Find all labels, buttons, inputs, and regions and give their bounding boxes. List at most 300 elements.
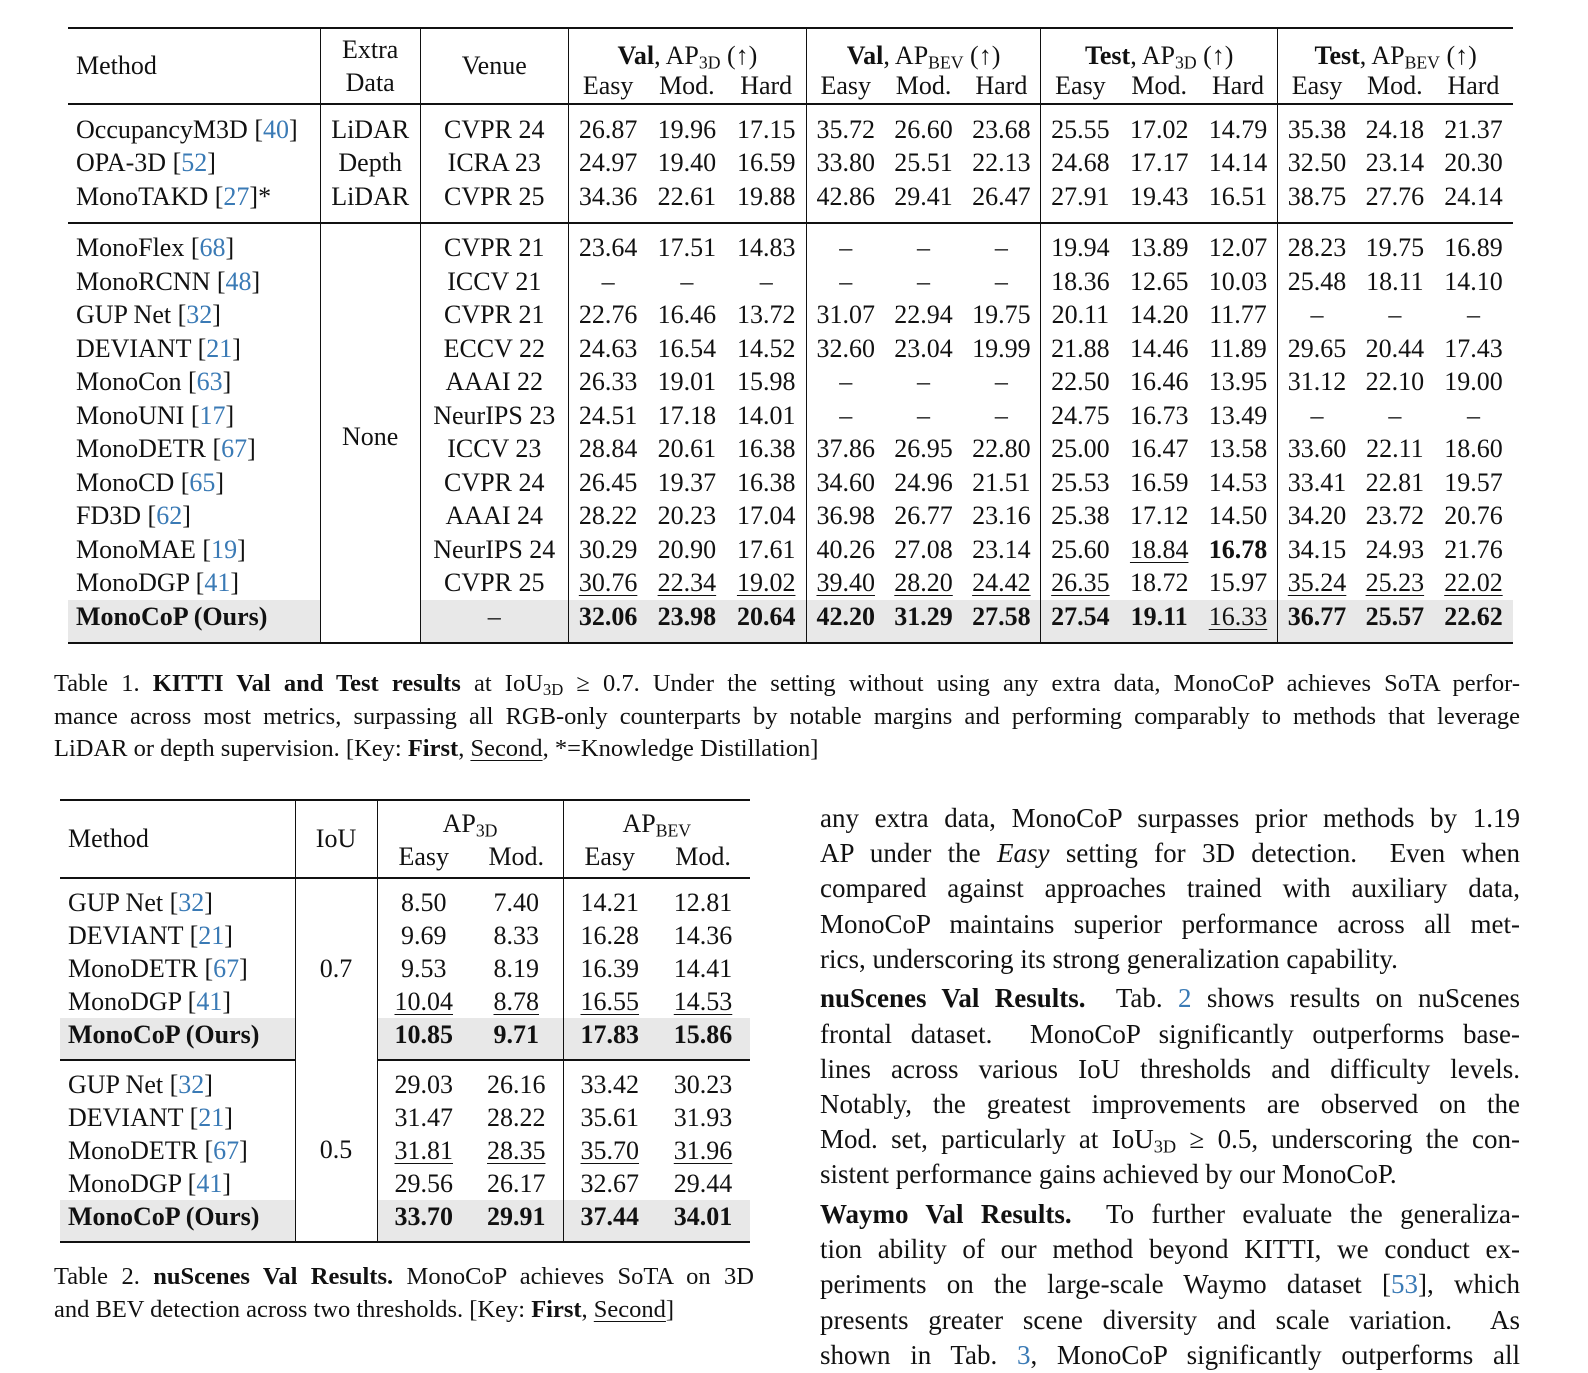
method-name: MonoCon (76, 367, 188, 397)
value-cell (377, 920, 470, 953)
method-name: MonoCoP (Ours) (68, 1201, 260, 1231)
citation-link[interactable]: 41 (204, 568, 231, 598)
value-cell (1041, 399, 1120, 433)
value-cell (726, 433, 806, 467)
text-line (820, 1303, 1520, 1338)
text-span: rics, underscoring its strong generalization capability. (820, 943, 1398, 974)
citation-link[interactable]: 19 (211, 534, 238, 564)
metric-value: 28.20 (894, 568, 953, 598)
text-span: ≥ 0.5, underscoring the con- (1176, 1124, 1520, 1155)
value-cell (1278, 399, 1356, 433)
value-cell (1278, 147, 1356, 181)
text-span: presents greater scene diversity and scale variation. As (820, 1304, 1520, 1335)
metric-value: 30.76 (578, 568, 638, 598)
value-cell (563, 920, 656, 953)
bracket: ] (222, 986, 232, 1016)
table-row (68, 600, 1513, 643)
value-cell (1041, 299, 1120, 333)
citation-link[interactable]: 32 (178, 1070, 205, 1100)
text-span: tion ability of our method beyond KITTI, we conduct ex- (820, 1234, 1520, 1265)
table-row (68, 533, 1513, 567)
bracket: [ (169, 1070, 179, 1100)
value-cell (656, 985, 750, 1018)
bracket: ] (239, 1135, 248, 1165)
value-cell (885, 500, 963, 534)
value-cell (568, 433, 647, 467)
value-cell (806, 500, 884, 534)
body-text-column (820, 801, 1520, 1373)
bracket: ] (225, 400, 235, 430)
method-name: MonoCoP (Ours) (76, 601, 268, 631)
metric-value: 16.46 (1129, 367, 1189, 397)
value-cell (1434, 223, 1513, 266)
method-cell (60, 1018, 295, 1060)
value-cell (885, 180, 963, 223)
text-line (820, 1157, 1520, 1192)
value-cell (1356, 466, 1434, 500)
value-cell (963, 366, 1041, 400)
value-cell (1199, 180, 1278, 223)
value-cell (1199, 567, 1278, 601)
value-cell (1041, 104, 1120, 147)
metric-value: 32.60 (816, 333, 875, 363)
table-section (68, 104, 1513, 223)
value-cell (470, 1018, 563, 1060)
metric-name: , AP (654, 41, 699, 70)
value-cell (647, 500, 726, 534)
metric-value: 24.93 (1365, 534, 1425, 564)
metric-value: 30.23 (673, 1070, 733, 1100)
metric-value: 14.50 (1208, 501, 1268, 531)
venue-cell: AAAI 22 (420, 366, 568, 400)
citation-link[interactable]: 62 (156, 501, 183, 531)
value-cell (963, 466, 1041, 500)
table-row (60, 878, 750, 920)
table-row (68, 332, 1513, 366)
column-header-venue: Venue (420, 28, 568, 104)
bracket: ] (222, 367, 232, 397)
value-cell (885, 265, 963, 299)
metric-value: 26.77 (894, 501, 953, 531)
text-line (820, 981, 1520, 1016)
method-name: DEVIANT (68, 921, 190, 951)
metric-value: 18.72 (1129, 568, 1189, 598)
metric-value: 28.23 (1287, 233, 1347, 263)
metric-value: 9.69 (401, 921, 447, 951)
text-span: lines across various IoU thresholds and difficulty levels. (820, 1053, 1520, 1084)
metric-value: 42.20 (816, 601, 875, 631)
value-cell (1120, 180, 1199, 223)
citation-link[interactable]: 67 (213, 953, 240, 983)
metric-value: 24.68 (1051, 148, 1110, 178)
group-header (377, 800, 563, 841)
value-cell (470, 1167, 563, 1200)
metric-value: 17.43 (1444, 333, 1503, 363)
value-cell (656, 1102, 750, 1135)
metric-value: 20.11 (1051, 300, 1110, 330)
value-cell (470, 953, 563, 986)
metric-value: – (917, 400, 931, 430)
value-cell (568, 265, 647, 299)
metric-value: 26.95 (894, 434, 953, 464)
value-cell (568, 366, 647, 400)
value-cell (885, 567, 963, 601)
value-cell (1356, 500, 1434, 534)
metric-value: 14.10 (1444, 266, 1503, 296)
metric-value: 20.30 (1444, 148, 1503, 178)
method-name: MonoFlex (76, 233, 191, 263)
bracket: [ (204, 953, 214, 983)
metric-value: 36.77 (1287, 601, 1347, 631)
metric-value: 32.67 (580, 1168, 640, 1198)
underlined-text: Second (470, 735, 543, 762)
value-cell (963, 600, 1041, 643)
text-span: and BEV detection across two thresholds. [Key: (54, 1295, 532, 1323)
table-section (68, 223, 1513, 643)
value-cell (1356, 147, 1434, 181)
method-cell (60, 1102, 295, 1135)
metric-value: 17.15 (736, 114, 796, 144)
value-cell (1356, 180, 1434, 223)
table-row (68, 567, 1513, 601)
method-name: MonoDGP (76, 568, 196, 598)
bracket: [ (202, 534, 212, 564)
value-cell (963, 223, 1041, 266)
text-line (820, 1338, 1520, 1373)
text-span: , *=Knowledge Distillation] (542, 735, 819, 762)
text-line (820, 942, 1520, 977)
value-cell (647, 466, 726, 500)
citation-link[interactable]: 48 (225, 266, 252, 296)
metric-value: 14.53 (1208, 467, 1268, 497)
metric-sub: BEV (1404, 52, 1440, 73)
split-name: Val (617, 41, 655, 70)
value-cell (726, 399, 806, 433)
underlined-text: Second (593, 1295, 666, 1323)
subcolumn-header: Easy (568, 69, 647, 104)
method-cell (68, 433, 320, 467)
group-header (806, 28, 1040, 73)
metric-value: 8.78 (493, 986, 539, 1016)
metric-value: 21.37 (1444, 114, 1503, 144)
value-cell (1278, 567, 1356, 601)
metric-value: – (680, 266, 694, 296)
metric-value: – (1388, 400, 1402, 430)
metric-value: 21.51 (972, 467, 1031, 497)
text-span: To further evaluate the generaliza- (1071, 1199, 1520, 1230)
value-cell (1041, 180, 1120, 223)
table-row (60, 1200, 750, 1242)
metric-value: 31.47 (394, 1103, 453, 1133)
text-line (820, 907, 1520, 942)
method-name: GUP Net (76, 300, 178, 330)
metric-value: 16.54 (657, 333, 717, 363)
value-cell (1041, 265, 1120, 299)
value-cell (568, 223, 647, 266)
bracket: ] (222, 1168, 232, 1198)
metric-value: 31.96 (673, 1135, 733, 1165)
value-cell (470, 920, 563, 953)
citation-link[interactable]: 17 (199, 400, 226, 430)
text-span: shows results on nuScenes (1191, 983, 1520, 1014)
metric-value: 16.33 (1208, 601, 1268, 631)
metric-value: 29.56 (394, 1168, 453, 1198)
value-cell (1120, 299, 1199, 333)
metric-value: 22.61 (657, 181, 717, 211)
method-name: MonoDETR (76, 434, 213, 464)
value-cell (1199, 366, 1278, 400)
text-span: AP under the (820, 838, 997, 869)
subcolumn-header: Easy (377, 837, 470, 878)
value-cell (1199, 265, 1278, 299)
value-cell (726, 600, 806, 643)
metric-value: 26.16 (487, 1070, 546, 1100)
citation-link[interactable]: 21 (206, 333, 233, 363)
method-name: DEVIANT (68, 1103, 190, 1133)
method-name: MonoCoP (Ours) (68, 1019, 260, 1049)
extra-data-cell: LiDAR (320, 180, 420, 223)
metric-value: 16.59 (736, 148, 796, 178)
subcolumn-header: Hard (726, 69, 806, 104)
metric-value: 35.72 (816, 114, 875, 144)
value-cell (1199, 399, 1278, 433)
method-name: GUP Net (68, 1070, 170, 1100)
value-cell (568, 600, 647, 643)
value-cell (885, 223, 963, 266)
table-row (68, 265, 1513, 299)
metric-value: 28.84 (578, 434, 638, 464)
value-cell (726, 533, 806, 567)
metric-value: 34.36 (578, 181, 638, 211)
text-span: , MonoCoP significantly outperforms all (1030, 1339, 1520, 1370)
method-cell (68, 399, 320, 433)
metric-value: 23.14 (1365, 148, 1425, 178)
value-cell (726, 180, 806, 223)
citation-link[interactable]: 41 (196, 1168, 223, 1198)
metric-value: 13.89 (1129, 233, 1189, 263)
metric-value: 14.79 (1208, 114, 1268, 144)
value-cell (1434, 533, 1513, 567)
metric-value: – (1466, 400, 1480, 430)
subcolumn-header: Hard (1434, 69, 1513, 104)
metric-value: 16.73 (1129, 400, 1189, 430)
table-row (68, 147, 1513, 181)
value-cell (806, 104, 884, 147)
value-cell (1199, 104, 1278, 147)
citation-link[interactable]: 2 (1178, 983, 1192, 1014)
bracket: ] (224, 921, 233, 951)
bracket: [ (190, 400, 200, 430)
value-cell (1199, 533, 1278, 567)
value-cell (1278, 299, 1356, 333)
metric-value: – (994, 400, 1008, 430)
metric-value: 20.76 (1444, 501, 1503, 531)
value-cell (377, 878, 470, 920)
venue-cell: CVPR 24 (420, 466, 568, 500)
value-cell (377, 953, 470, 986)
table1-caption (54, 668, 1520, 766)
text-span: periments on the large-scale Waymo dataset [ (820, 1269, 1392, 1300)
subcolumn-header: Mod. (470, 837, 563, 878)
metric-value: 16.38 (736, 434, 796, 464)
citation-link[interactable]: 65 (189, 467, 216, 497)
citation-link[interactable]: 41 (196, 986, 223, 1016)
metric-value: 13.95 (1208, 367, 1268, 397)
metric-value: 19.57 (1444, 467, 1503, 497)
bracket: [ (216, 266, 226, 296)
text-line (820, 1052, 1520, 1087)
metric-value: 29.03 (394, 1070, 453, 1100)
metric-value: 24.51 (578, 400, 638, 430)
citation-link[interactable]: 68 (199, 233, 226, 263)
value-cell (1041, 366, 1120, 400)
metric-value: 25.00 (1051, 434, 1110, 464)
table-row (60, 953, 750, 986)
metric-value: – (839, 400, 853, 430)
method-name: FD3D (76, 501, 148, 531)
table-row (68, 104, 1513, 147)
venue-cell: ECCV 22 (420, 332, 568, 366)
value-cell (377, 1135, 470, 1168)
metric-value: 32.50 (1287, 148, 1347, 178)
metric-value: 26.17 (487, 1168, 546, 1198)
metric-value: 27.08 (894, 534, 953, 564)
subscript: 3D (542, 680, 564, 700)
method-cell (60, 1060, 295, 1102)
metric-value: 14.21 (580, 888, 640, 918)
metric-value: 15.86 (673, 1019, 733, 1049)
metric-value: 26.45 (578, 467, 638, 497)
metric-value: 24.96 (894, 467, 953, 497)
value-cell (806, 223, 884, 266)
method-cell (68, 265, 320, 299)
header-row (60, 800, 750, 837)
venue-cell: NeurIPS 23 (420, 399, 568, 433)
bracket: ] (182, 501, 191, 531)
metric-value: 19.43 (1129, 181, 1189, 211)
metric-value: 17.12 (1129, 501, 1189, 531)
value-cell (806, 180, 884, 223)
metric-value: 18.11 (1366, 266, 1424, 296)
method-cell (68, 223, 320, 266)
bold-text: First (407, 735, 459, 762)
value-cell (963, 180, 1041, 223)
citation-link[interactable]: 3 (1016, 1339, 1031, 1370)
metric-value: 8.33 (493, 921, 539, 951)
value-cell (470, 878, 563, 920)
metric-value: 22.94 (894, 300, 953, 330)
value-cell (806, 466, 884, 500)
metric-name: , AP (883, 41, 929, 70)
citation-link[interactable]: 40 (263, 114, 290, 144)
value-cell (885, 466, 963, 500)
method-cell (68, 466, 320, 500)
metric-value: 14.83 (736, 233, 796, 263)
metric-value: 13.72 (736, 300, 796, 330)
value-cell (568, 147, 647, 181)
metric-value: 12.07 (1208, 233, 1268, 263)
value-cell (563, 985, 656, 1018)
citation-link[interactable]: 67 (221, 434, 248, 464)
value-cell (647, 433, 726, 467)
value-cell (647, 299, 726, 333)
value-cell (1356, 567, 1434, 601)
value-cell (1278, 600, 1356, 643)
metric-value: 18.60 (1444, 434, 1503, 464)
value-cell (1434, 366, 1513, 400)
value-cell (885, 600, 963, 643)
method-name: OccupancyM3D (76, 114, 255, 144)
value-cell (1278, 533, 1356, 567)
value-cell (568, 332, 647, 366)
table-row (68, 433, 1513, 467)
metric-value: 8.50 (401, 888, 447, 918)
citation-link[interactable]: 32 (186, 300, 213, 330)
group-header (568, 28, 806, 73)
citation-link[interactable]: 21 (198, 921, 225, 951)
citation-link[interactable]: 32 (178, 888, 205, 918)
metric-name: , AP (1130, 41, 1176, 70)
metric-value: 22.62 (1444, 601, 1503, 631)
metric-value: 12.81 (673, 888, 733, 918)
metric-value: 19.94 (1051, 233, 1110, 263)
value-cell (726, 299, 806, 333)
value-cell (885, 533, 963, 567)
value-cell (563, 1018, 656, 1060)
method-name: MonoUNI (76, 400, 191, 430)
method-cell (60, 920, 295, 953)
value-cell (470, 1102, 563, 1135)
table-row (68, 223, 1513, 266)
citation-link[interactable]: 21 (198, 1103, 225, 1133)
bold-text: nuScenes Val Results. (153, 1263, 394, 1290)
citation-link[interactable]: 63 (196, 367, 223, 397)
metric-value: 16.78 (1208, 534, 1268, 564)
value-cell (1041, 600, 1120, 643)
value-cell (963, 265, 1041, 299)
value-cell (1041, 466, 1120, 500)
table-row (68, 500, 1513, 534)
metric-value: 17.18 (657, 400, 717, 430)
citation-link[interactable]: 53 (1391, 1269, 1419, 1300)
citation-link[interactable]: 27 (223, 181, 250, 211)
metric-name: AP (442, 809, 476, 838)
bracket: [ (189, 921, 199, 951)
group-header (563, 800, 750, 841)
metric-value: 42.86 (816, 181, 875, 211)
citation-link[interactable]: 52 (181, 148, 208, 178)
citation-link[interactable]: 67 (213, 1135, 240, 1165)
metric-value: 22.76 (578, 300, 638, 330)
extra-data-cell: None (320, 223, 420, 643)
metric-value: 9.71 (493, 1019, 539, 1049)
metric-value: 25.55 (1051, 114, 1110, 144)
text-span: setting for 3D detection. Even when (1049, 838, 1520, 869)
metric-value: 34.60 (816, 467, 875, 497)
metric-value: 37.44 (580, 1201, 640, 1231)
metric-value: 29.44 (673, 1168, 733, 1198)
metric-value: 24.75 (1051, 400, 1110, 430)
value-cell (470, 1060, 563, 1102)
metric-value: 17.04 (736, 501, 796, 531)
subcolumn-header: Easy (806, 69, 884, 104)
text-span: , (458, 735, 471, 762)
text-span: compared against approaches trained with auxiliary data, (820, 873, 1520, 904)
metric-value: 17.02 (1129, 114, 1189, 144)
subcolumn-header: Mod. (885, 69, 963, 104)
text-line (54, 668, 1520, 701)
italic-text: Easy (997, 838, 1050, 869)
